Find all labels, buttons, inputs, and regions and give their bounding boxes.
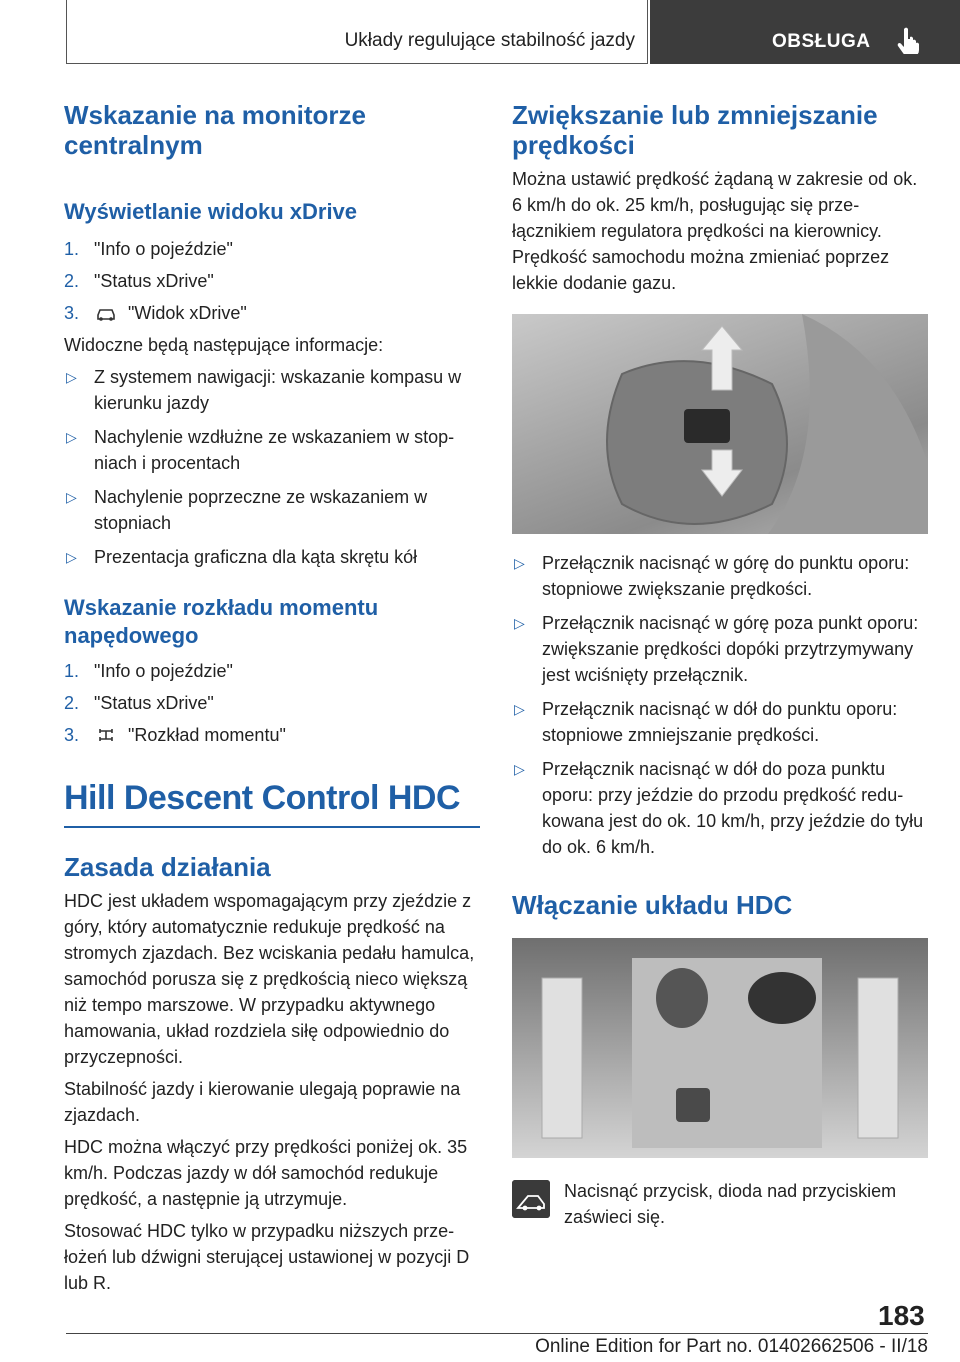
principle-para-4: Stosować HDC tylko w przypadku niższych przełożeń lub dźwigni sterującej ustawionej w pozycji D lub R. xyxy=(64,1221,470,1293)
xdrive-steps xyxy=(64,236,480,326)
list-item: ▷ Prezentacja graficzna dla kąta skrętu kół xyxy=(66,547,418,567)
list-item: 3. "Rozkład momentu" xyxy=(64,725,286,745)
edition-text: Online Edition for Part no. 01402662506 - II/18 xyxy=(535,1336,928,1357)
torque-steps xyxy=(64,658,480,748)
speed-para: Można ustawić prędkość żądaną w zakresie od ok. 6 km/h do ok. 25 km/h, posługując się przełącznikiem regulatora prędkości na kierownicy. Prędkość samochodu można zmieniać poprzez lekkie dodanie gazu. xyxy=(512,169,918,293)
chapter-tab-label: OBSŁUGA xyxy=(772,31,871,52)
principle-para-3: HDC można włączyć przy prędkości poniżej ok. 35 km/h. Podczas jazdy w dół samochód redukuje prędkość, a następnie ją utrzymuje. xyxy=(64,1137,468,1209)
list-item: 1. "Info o pojeździe" xyxy=(64,239,233,259)
list-item: ▷ Przełącznik nacisnąć w górę poza punkt oporu: zwiększanie prędkości dopóki przytrzymywany jest wciśnięty przełącznik. xyxy=(514,613,919,685)
hdc-button-icon xyxy=(512,1180,550,1218)
list-item: ▷ Z systemem nawigacji: wskazanie kompasu w kierunku jazdy xyxy=(66,367,462,413)
section-title: Układy regulujące stabilność jazdy xyxy=(344,30,635,51)
list-item: ▷ Przełącznik nacisnąć w dół do punktu oporu: stopniowe zmniejszanie prędkości. xyxy=(514,699,898,745)
principle-para-1: HDC jest układem wspomagającym przy zjeździe z góry, który automatycznie redukuje prędkość na stromych zjazdach. Bez wciskania pedału hamulca, samochód porusza się z prędkością nieco większą niż tempo marszowe. W przypadku aktywnego hamowania, układ rozdziela siłę odpowiednio do przyczepności. xyxy=(64,891,475,1067)
visible-info-text: Widoczne będą następujące informacje: xyxy=(64,335,384,355)
right-column xyxy=(512,100,928,1230)
enable-instruction: Nacisnąć przycisk, dioda nad przyciskiem zaświeci się. xyxy=(512,1178,928,1230)
heading-rule xyxy=(64,826,480,828)
heading-enable-hdc: Włączanie układu HDC xyxy=(512,890,793,920)
list-item: 2. "Status xDrive" xyxy=(64,271,214,291)
list-item: ▷ Przełącznik nacisnąć w górę do punktu oporu: stopniowe zwiększanie prędkości. xyxy=(514,553,910,599)
header-box xyxy=(66,0,648,64)
heading-torque: Wskazanie rozkładu momentu napędowego xyxy=(64,595,379,648)
list-item: ▷ Nachylenie wzdłużne ze wskazaniem w stopniach i procentach xyxy=(66,427,455,473)
list-item: ▷ Przełącznik nacisnąć w dół do poza punktu oporu: przy jeździe do przodu prędkość redukowana jest do ok. 10 km/h, przy jeździe do tyłu do ok. 6 km/h. xyxy=(514,759,924,857)
heading-monitor: Wskazanie na monitorze centralnym xyxy=(64,100,366,160)
steering-switch-illustration xyxy=(512,314,928,534)
hand-pointer-icon xyxy=(896,26,922,54)
footer-rule xyxy=(66,1333,928,1334)
page-header xyxy=(0,0,960,66)
speed-list xyxy=(512,550,928,860)
torque-distribution-icon xyxy=(94,727,118,743)
steering-switch-photo xyxy=(512,314,928,534)
principle-para-2: Stabilność jazdy i kierowanie ulegają poprawie na zjazdach. xyxy=(64,1079,461,1125)
list-item: 3. "Widok xDrive" xyxy=(64,303,247,323)
list-item: ▷ Nachylenie poprzeczne ze wskazaniem w stopniach xyxy=(66,487,428,533)
heading-speed: Zwiększanie lub zmniejszanie prędkości xyxy=(512,100,878,160)
center-console-photo xyxy=(512,938,928,1158)
center-console-illustration xyxy=(512,938,928,1158)
heading-xdrive: Wyświetlanie widoku xDrive xyxy=(64,199,358,224)
chapter-tab[interactable] xyxy=(650,0,960,64)
heading-principle: Zasada działania xyxy=(64,852,271,882)
page-number: 183 xyxy=(878,1300,925,1331)
list-item: 2. "Status xDrive" xyxy=(64,693,214,713)
left-column xyxy=(64,100,480,1296)
info-list xyxy=(64,364,480,570)
heading-hdc: Hill Descent Control HDC xyxy=(64,779,461,817)
car-view-icon xyxy=(94,305,118,321)
list-item: 1. "Info o pojeździe" xyxy=(64,661,233,681)
